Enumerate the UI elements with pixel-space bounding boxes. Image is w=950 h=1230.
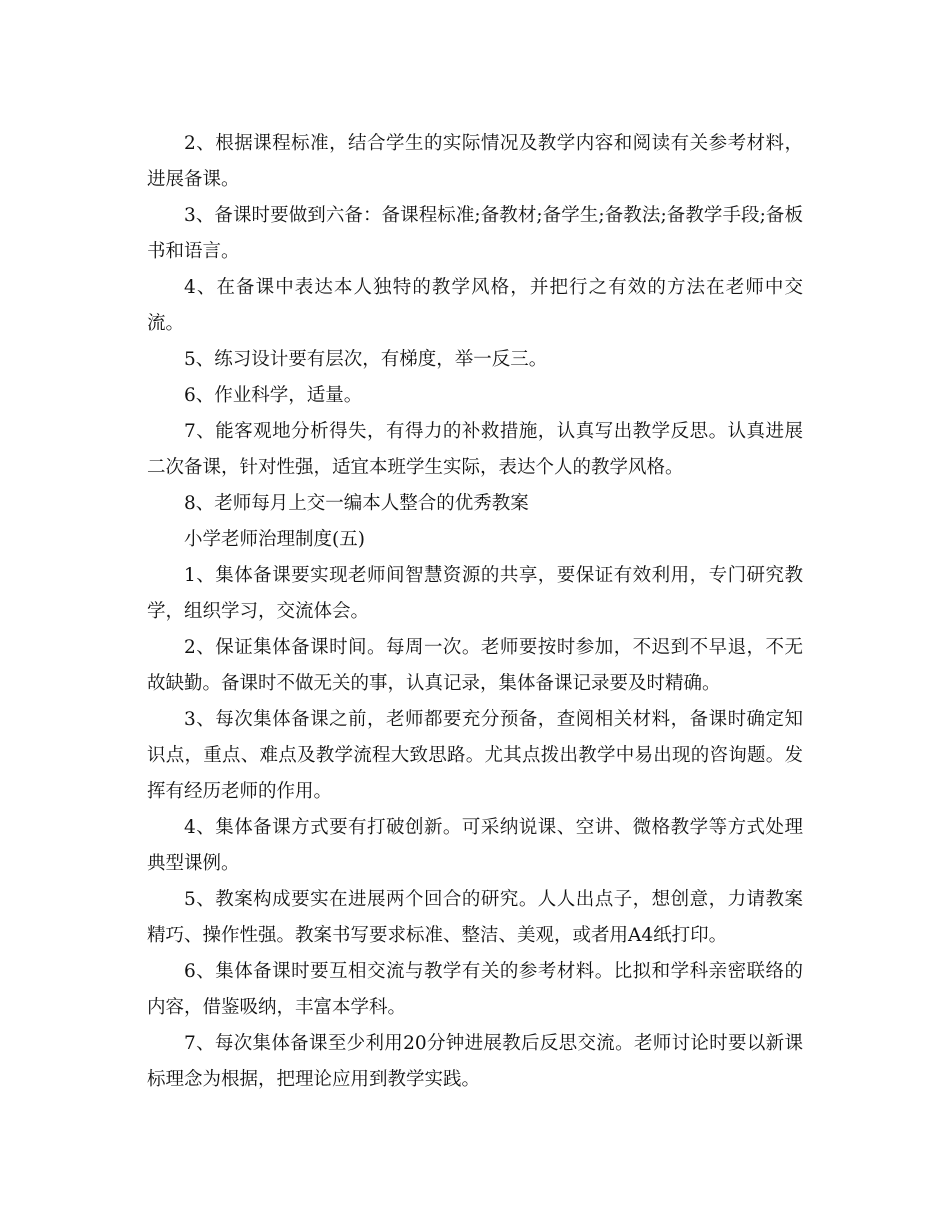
paragraph-4: 5、练习设计要有层次，有梯度，举一反三。 <box>184 349 548 370</box>
paragraph-7: 8、老师每月上交一编本人整合的优秀教案 <box>184 493 529 514</box>
document-body <box>147 126 803 1098</box>
paragraph-11: 4、集体备课方式要有打破创新。可采纳说课、空讲、微格教学等方式处理典型课例。 <box>147 817 803 874</box>
paragraph-5: 6、作业科学，适量。 <box>184 385 363 406</box>
paragraph-6: 7、能客观地分析得失，有得力的补救措施，认真写出教学反思。认真进展二次备课，针对性强，适宜本班学生实际，表达个人的教学风格。 <box>147 421 803 478</box>
paragraph-3: 4、在备课中表达本人独特的教学风格，并把行之有效的方法在老师中交流。 <box>147 277 803 334</box>
paragraph-2: 3、备课时要做到六备：备课程标准;备教材;备学生;备教法;备教学手段;备板书和语言。 <box>147 205 803 262</box>
paragraph-13: 6、集体备课时要互相交流与教学有关的参考材料。比拟和学科亲密联络的内容，借鉴吸纳，丰富本学科。 <box>147 961 803 1018</box>
paragraph-8: 1、集体备课要实现老师间智慧资源的共享，要保证有效利用，专门研究教学，组织学习，交流体会。 <box>147 565 803 622</box>
paragraph-12: 5、教案构成要实在进展两个回合的研究。人人出点子，想创意，力请教案精巧、操作性强。教案书写要求标准、整洁、美观，或者用A4纸打印。 <box>147 889 803 946</box>
paragraph-10: 3、每次集体备课之前，老师都要充分预备，查阅相关材料，备课时确定知识点，重点、难点及教学流程大致思路。尤其点拨出教学中易出现的咨询题。发挥有经历老师的作用。 <box>147 709 803 802</box>
paragraph-14: 7、每次集体备课至少利用20分钟进展教后反思交流。老师讨论时要以新课标理念为根据，把理论应用到教学实践。 <box>147 1033 803 1090</box>
paragraph-9: 2、保证集体备课时间。每周一次。老师要按时参加，不迟到不早退，不无故缺勤。备课时不做无关的事，认真记录，集体备课记录要及时精确。 <box>147 637 803 694</box>
section-heading: 小学老师治理制度(五) <box>184 529 365 550</box>
paragraph-1: 2、根据课程标准，结合学生的实际情况及教学内容和阅读有关参考材料，进展备课。 <box>147 133 803 190</box>
